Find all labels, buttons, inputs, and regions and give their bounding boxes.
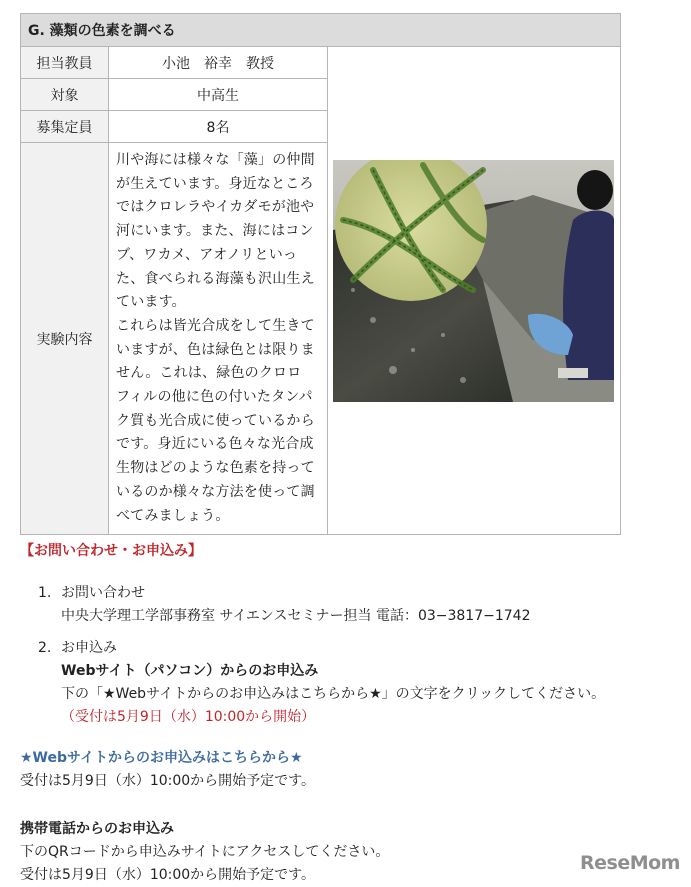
content-line: いるのか様々な方法を使って調	[116, 483, 315, 500]
content-line: いますが、色は緑色とは限りま	[116, 341, 315, 358]
content-line: これらは皆光合成をして生きて	[116, 317, 315, 334]
row-label-teacher: 担当教員	[21, 47, 109, 79]
web-application-link[interactable]: ★Webサイトからのお申込みはこちらから★	[20, 750, 303, 766]
row-label-capacity: 募集定員	[21, 111, 109, 143]
mobile-start-note: 受付は5月9日（水）10:00から開始予定です。	[20, 867, 316, 883]
content-line: ています。	[116, 294, 186, 311]
mobile-title: 携帯電話からのお申込み	[20, 821, 174, 837]
content-line: た、食べられる海藻も沢山生え	[116, 270, 315, 287]
inquiry-contact: 中央大学理工学部事務室 サイエンスセミナー担当 電話：03−3817−1742	[61, 608, 531, 624]
content-line: 生物はどのような色素を持って	[116, 460, 315, 477]
content-line: せん。これは、緑色のクロロ	[116, 365, 302, 382]
inquiry-label: お問い合わせ	[61, 585, 145, 601]
list-number: 1.	[38, 585, 52, 601]
table-heading: G. 藻類の色素を調べる	[21, 14, 621, 47]
content-line: です。身近にいる色々な光合成	[116, 436, 314, 453]
application-instruction: 下の「★Webサイトからのお申込みはこちらから★」の文字をクリックしてください。	[61, 686, 606, 702]
row-value-teacher: 小池 裕幸 教授	[109, 47, 328, 79]
content-line: べてみましょう。	[116, 507, 230, 524]
content-description	[109, 143, 328, 535]
list-number: 2.	[38, 640, 52, 656]
row-label-target: 対象	[21, 79, 109, 111]
content-line: フィルの他に色の付いたタンパ	[116, 389, 313, 406]
resemom-logo: ReseMom	[580, 852, 680, 874]
content-line: 川や海には様々な「藻」の仲間	[116, 152, 315, 168]
row-label-content: 実験内容	[21, 143, 109, 535]
row-value-capacity: 8名	[109, 111, 328, 143]
application-label: お申込み	[61, 640, 117, 656]
web-start-note: 受付は5月9日（水）10:00から開始予定です。	[20, 773, 316, 789]
content-line: ではクロレラやイカダモが池や	[116, 199, 315, 216]
algae-photo	[333, 160, 614, 402]
application-web-heading: Webサイト（パソコン）からのお申込み	[61, 663, 319, 679]
content-line: が生えています。身近なところ	[116, 175, 314, 192]
content-line: 河にいます。また、海にはコン	[116, 223, 314, 240]
row-value-target: 中高生	[109, 79, 328, 111]
mobile-instruction: 下のQRコードから申込みサイトにアクセスしてください。	[20, 844, 390, 860]
application-start-note: （受付は5月9日（水）10:00から開始）	[61, 709, 316, 725]
content-line: ブ、ワカメ、アオノリといっ	[116, 246, 298, 263]
content-line: ク質も光合成に使っているから	[116, 412, 315, 429]
contact-title: 【お問い合わせ・お申込み】	[20, 543, 202, 559]
